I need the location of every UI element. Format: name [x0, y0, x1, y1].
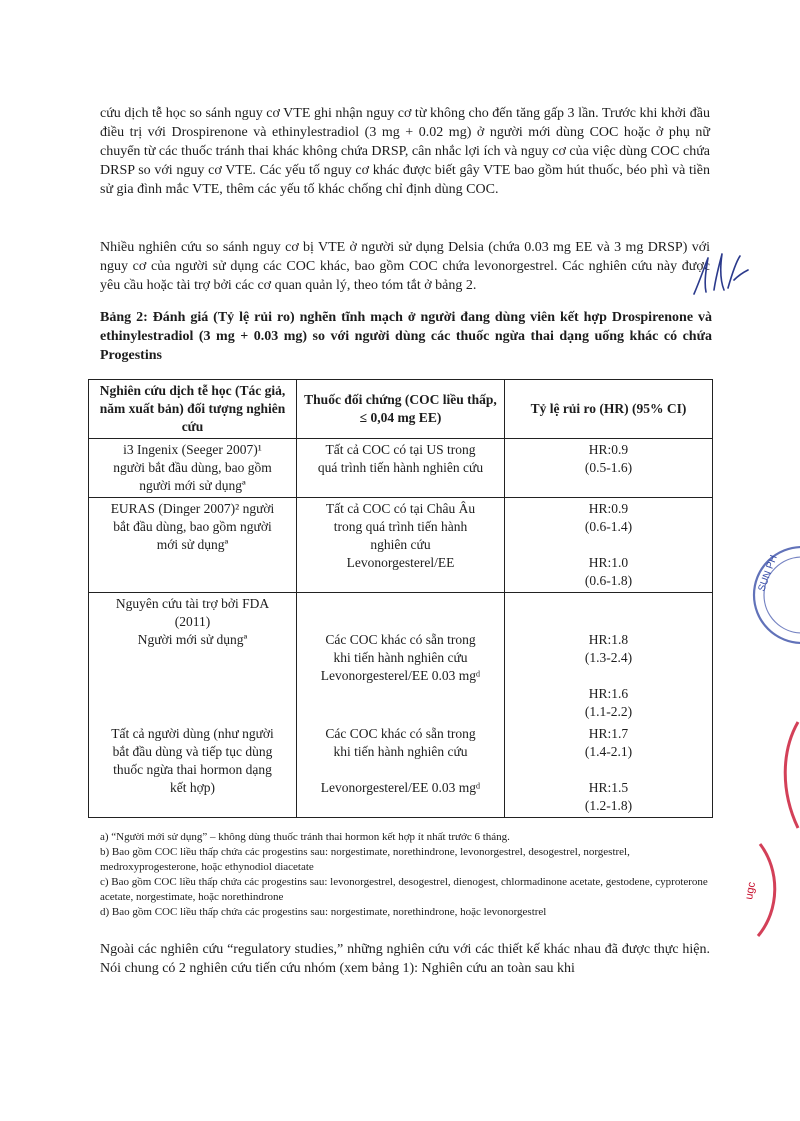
header-comparator: Thuốc đối chứng (COC liều thấp, ≤ 0,04 mg EE) [297, 380, 505, 439]
company-stamp [740, 540, 800, 650]
study-cell: Tất cả người dùng (như người bắt đầu dùng và tiếp tục dùng thuốc ngừa thai hormon dạng kết hợp) [89, 723, 297, 818]
table-header-row [89, 380, 713, 439]
red-stamp-arc [772, 720, 800, 830]
comparator-cell: Tất cả COC có tại US trong quá trình tiến hành nghiên cứu [297, 439, 505, 498]
table-row [89, 723, 713, 818]
header-hazard-ratio: Tỷ lệ rủi ro (HR) (95% CI) [505, 380, 713, 439]
footnote-a: a) “Người mới sử dụng” – không dùng thuốc tránh thai hormon kết hợp ít nhất trước 6 tháng. [100, 831, 510, 843]
comparator-cell: Các COC khác có sẵn trong khi tiến hành nghiên cứu Levonorgesterel/EE 0.03 mgᵈ [297, 723, 505, 818]
table-row [89, 439, 713, 498]
study-cell: i3 Ingenix (Seeger 2007)¹ người bắt đầu dùng, bao gồm người mới sử dụngª [89, 439, 297, 498]
footnote-d: d) Bao gồm COC liều thấp chứa các progestins sau: norgestimate, norethindrone, hoặc levonorgestrel [100, 906, 547, 918]
bottom-stamp-text: ugc [743, 880, 759, 901]
study-cell: Nguyên cứu tài trợ bởi FDA (2011) Người mới sử dụngª [89, 593, 297, 724]
hazard-ratio-cell: HR:1.7 (1.4-2.1) HR:1.5 (1.2-1.8) [505, 723, 713, 818]
header-study: Nghiên cứu dịch tễ học (Tác giả, năm xuất bản) đối tượng nghiên cứu [89, 380, 297, 439]
stamp-text: SUN PH [756, 553, 780, 594]
footnote-b: b) Bao gồm COC liều thấp chứa các progestins sau: norgestimate, norethindrone, levonorgestrel, desogestrel, norgestrel, medroxyprogesterone, hoặc ethynodiol diacetate [100, 846, 630, 873]
hazard-ratio-cell: HR:0.9 (0.5-1.6) [505, 439, 713, 498]
footnotes [100, 830, 712, 920]
table-caption: Bảng 2: Đánh giá (Tỷ lệ rủi ro) nghẽn tĩnh mạch ở người đang dùng viên kết hợp Drospirenone và ethinylestradiol (3 mg + 0.03 mg) so với người dùng các thuốc ngừa thai dạng uống khác có chứa Progestins [100, 310, 712, 363]
study-cell: EURAS (Dinger 2007)² người bắt đầu dùng, bao gồm người mới sử dụngª [89, 498, 297, 593]
paragraph-vte-risk: cứu dịch tễ học so sánh nguy cơ VTE ghi nhận nguy cơ từ không cho đến tăng gấp 3 lần. Trước khi khởi đầu điều trị với Drospirenone và ethinylestradiol (3 mg + 0.02 mg) ở người mới dùng COC hoặc ở phụ nữ chuyển từ các thuốc tránh thai khác không chứa DRSP, cân nhắc lợi ích và nguy cơ của việc dùng COC chứa DRSP so với nguy cơ VTE. Các yếu tố nguy cơ khác được biết gây VTE bao gồm hút thuốc, béo phì và tiền sử gia đình mắc VTE, thêm các yếu tố khác chống chỉ định dùng COC. [100, 106, 710, 197]
paragraph-studies-intro: Nhiều nghiên cứu so sánh nguy cơ bị VTE ở người sử dụng Delsia (chứa 0.03 mg EE và 3 mg DRSP) với nguy cơ của người sử dụng các COC khác, bao gồm COC chứa levonorgestrel. Các nghiên cứu này được yêu cầu hoặc tài trợ bởi các cơ quan quản lý, theo tóm tắt ở bảng 2. [100, 240, 710, 293]
hazard-ratio-cell: HR:1.8 (1.3-2.4) HR:1.6 (1.1-2.2) [505, 593, 713, 724]
comparator-cell: Các COC khác có sẵn trong khi tiến hành nghiên cứu Levonorgesterel/EE 0.03 mgᵈ [297, 593, 505, 724]
table-row [89, 593, 713, 724]
comparator-cell: Tất cả COC có tại Châu Âu trong quá trình tiến hành nghiên cứu Levonorgesterel/EE [297, 498, 505, 593]
bottom-stamp [740, 840, 800, 940]
results-table [88, 379, 713, 818]
footnote-c: c) Bao gồm COC liều thấp chứa các progestins sau: levonorgestrel, desogestrel, dienogest, chlormadinone acetate, gestodene, cyproterone acetate, norgestimate, hoặc norethindrone [100, 876, 708, 903]
table-row [89, 498, 713, 593]
paragraph-other-studies: Ngoài các nghiên cứu “regulatory studies,” những nghiên cứu với các thiết kế khác nhau đã được thực hiện. Nói chung có 2 nghiên cứu tiến cứu nhóm (xem bảng 1): Nghiên cứu an toàn sau khi [100, 942, 710, 976]
hazard-ratio-cell: HR:0.9 (0.6-1.4) HR:1.0 (0.6-1.8) [505, 498, 713, 593]
signature-mark [690, 250, 750, 300]
